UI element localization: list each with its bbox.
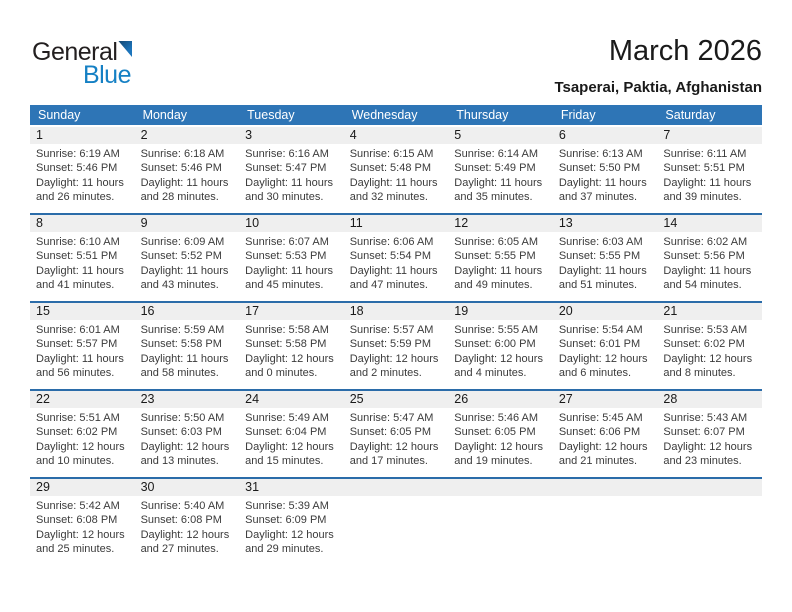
day-number: 20 [553, 303, 658, 320]
day-details [30, 408, 135, 469]
sunrise-text: Sunrise: 6:02 AM [663, 236, 748, 248]
day-cell [657, 479, 762, 565]
day-details [553, 232, 658, 293]
weekday-header-row [30, 105, 762, 125]
day-cell [344, 303, 449, 389]
calendar-weeks [30, 125, 762, 565]
day-details [344, 408, 449, 469]
day-cell [553, 127, 658, 213]
daylight-text: Daylight: 11 hours and 43 minutes. [140, 264, 229, 292]
page-subtitle: Tsaperai, Paktia, Afghanistan [554, 78, 762, 96]
daylight-text: Daylight: 12 hours and 25 minutes. [36, 528, 125, 556]
sunrise-text: Sunrise: 5:55 AM [454, 324, 539, 336]
sunrise-text: Sunrise: 6:05 AM [454, 236, 539, 248]
day-details [135, 232, 240, 293]
day-number: 25 [344, 391, 449, 408]
sunset-text: Sunset: 5:47 PM [245, 162, 327, 175]
daylight-text: Daylight: 12 hours and 27 minutes. [140, 528, 230, 556]
day-cell [448, 127, 553, 213]
sunrise-text: Sunrise: 5:53 AM [663, 324, 748, 336]
day-cell [239, 127, 344, 213]
daylight-text: Daylight: 12 hours and 8 minutes. [663, 352, 753, 380]
general-blue-logo [32, 38, 132, 89]
day-number: 29 [30, 479, 135, 496]
day-number: 1 [30, 127, 135, 144]
sunset-text: Sunset: 6:02 PM [663, 338, 745, 351]
sunset-text: Sunset: 5:53 PM [245, 250, 327, 263]
sunrise-text: Sunrise: 6:19 AM [36, 148, 120, 160]
daylight-text: Daylight: 12 hours and 19 minutes. [454, 440, 543, 468]
day-details [448, 144, 553, 205]
day-cell [344, 127, 449, 213]
sunrise-text: Sunrise: 6:07 AM [245, 236, 329, 248]
sunset-text: Sunset: 6:03 PM [140, 426, 222, 439]
day-number: 5 [448, 127, 553, 144]
day-number: 10 [239, 215, 344, 232]
sunset-text: Sunset: 5:51 PM [36, 250, 118, 263]
day-number: 2 [135, 127, 240, 144]
sunrise-text: Sunrise: 5:58 AM [245, 324, 329, 336]
day-details [344, 232, 449, 293]
calendar-table [30, 105, 762, 565]
day-number: 14 [657, 215, 762, 232]
sunrise-text: Sunrise: 5:50 AM [140, 412, 225, 424]
logo-triangle-icon [118, 41, 132, 57]
day-number: 18 [344, 303, 449, 320]
day-details [448, 232, 553, 293]
day-details [657, 232, 762, 293]
day-cell [344, 215, 449, 301]
day-cell [30, 391, 135, 477]
day-number: 4 [344, 127, 449, 144]
sunset-text: Sunset: 5:46 PM [36, 162, 118, 175]
daylight-text: Daylight: 12 hours and 13 minutes. [140, 440, 230, 468]
daylight-text: Daylight: 11 hours and 45 minutes. [245, 264, 333, 292]
day-cell [239, 479, 344, 565]
sunset-text: Sunset: 5:56 PM [663, 250, 745, 263]
sunset-text: Sunset: 6:07 PM [663, 426, 745, 439]
sunrise-text: Sunrise: 5:39 AM [245, 500, 329, 512]
day-details [30, 496, 135, 557]
sunset-text: Sunset: 5:46 PM [140, 162, 222, 175]
sunset-text: Sunset: 5:58 PM [140, 338, 222, 351]
day-cell [553, 479, 658, 565]
daylight-text: Daylight: 12 hours and 29 minutes. [245, 528, 334, 556]
day-cell [553, 215, 658, 301]
logo-text-blue: Blue [82, 61, 131, 89]
day-details [344, 320, 449, 381]
day-number: 12 [448, 215, 553, 232]
day-details [239, 320, 344, 381]
sunrise-text: Sunrise: 5:40 AM [140, 500, 225, 512]
day-cell [657, 303, 762, 389]
sunrise-text: Sunrise: 5:47 AM [349, 412, 434, 424]
sunrise-text: Sunrise: 6:01 AM [36, 324, 120, 336]
day-details [657, 408, 762, 469]
day-cell [135, 215, 240, 301]
day-details [657, 496, 762, 499]
sunrise-text: Sunrise: 6:18 AM [140, 148, 225, 160]
sunrise-text: Sunrise: 5:49 AM [245, 412, 329, 424]
sunset-text: Sunset: 5:57 PM [36, 338, 118, 351]
day-details [239, 496, 344, 557]
week-row [30, 213, 762, 301]
weekday-header-friday: Friday [560, 108, 596, 122]
day-number: 7 [657, 127, 762, 144]
daylight-text: Daylight: 11 hours and 41 minutes. [36, 264, 124, 292]
sunset-text: Sunset: 5:55 PM [558, 250, 641, 263]
sunrise-text: Sunrise: 5:59 AM [140, 324, 225, 336]
daylight-text: Daylight: 12 hours and 4 minutes. [454, 352, 543, 380]
day-cell [30, 303, 135, 389]
sunset-text: Sunset: 5:58 PM [245, 338, 327, 351]
day-cell [553, 303, 658, 389]
sunset-text: Sunset: 5:55 PM [454, 250, 536, 263]
daylight-text: Daylight: 11 hours and 26 minutes. [36, 176, 124, 204]
day-details [135, 408, 240, 469]
day-cell [448, 479, 553, 565]
sunrise-text: Sunrise: 5:42 AM [36, 500, 120, 512]
sunrise-text: Sunrise: 6:11 AM [663, 148, 747, 160]
day-number: 11 [344, 215, 449, 232]
day-details [30, 320, 135, 381]
sunrise-text: Sunrise: 5:45 AM [558, 412, 643, 424]
sunset-text: Sunset: 6:08 PM [140, 514, 222, 527]
day-number: 16 [135, 303, 240, 320]
sunrise-text: Sunrise: 5:51 AM [36, 412, 120, 424]
day-number: 3 [239, 127, 344, 144]
daylight-text: Daylight: 11 hours and 37 minutes. [558, 176, 647, 204]
day-cell [30, 215, 135, 301]
sunrise-text: Sunrise: 6:09 AM [140, 236, 225, 248]
day-cell [344, 391, 449, 477]
day-details [30, 232, 135, 293]
day-number [448, 479, 553, 496]
daylight-text: Daylight: 11 hours and 32 minutes. [349, 176, 438, 204]
daylight-text: Daylight: 11 hours and 58 minutes. [140, 352, 229, 380]
sunrise-text: Sunrise: 6:16 AM [245, 148, 329, 160]
daylight-text: Daylight: 11 hours and 47 minutes. [349, 264, 438, 292]
sunset-text: Sunset: 6:05 PM [454, 426, 536, 439]
day-details [30, 144, 135, 205]
sunset-text: Sunset: 5:49 PM [454, 162, 536, 175]
sunrise-text: Sunrise: 6:14 AM [454, 148, 539, 160]
day-number [657, 479, 762, 496]
day-details [239, 232, 344, 293]
day-details [448, 408, 553, 469]
day-cell [30, 479, 135, 565]
day-number: 24 [239, 391, 344, 408]
sunrise-text: Sunrise: 5:43 AM [663, 412, 748, 424]
logo-text-general: General [32, 38, 118, 66]
day-cell [30, 127, 135, 213]
day-number: 9 [135, 215, 240, 232]
day-cell [239, 391, 344, 477]
daylight-text: Daylight: 12 hours and 23 minutes. [663, 440, 753, 468]
day-cell [239, 303, 344, 389]
daylight-text: Daylight: 12 hours and 21 minutes. [558, 440, 648, 468]
day-number: 30 [135, 479, 240, 496]
sunset-text: Sunset: 6:02 PM [36, 426, 118, 439]
week-row [30, 389, 762, 477]
day-cell [135, 303, 240, 389]
day-cell [657, 391, 762, 477]
daylight-text: Daylight: 11 hours and 49 minutes. [454, 264, 543, 292]
day-details [344, 144, 449, 205]
sunset-text: Sunset: 6:06 PM [558, 426, 641, 439]
daylight-text: Daylight: 11 hours and 56 minutes. [36, 352, 124, 380]
sunset-text: Sunset: 5:50 PM [558, 162, 641, 175]
weekday-header-wednesday: Wednesday [351, 108, 418, 122]
day-details [239, 408, 344, 469]
sunrise-text: Sunrise: 6:03 AM [558, 236, 643, 248]
week-row [30, 301, 762, 389]
day-number: 19 [448, 303, 553, 320]
sunrise-text: Sunrise: 5:57 AM [349, 324, 434, 336]
daylight-text: Daylight: 11 hours and 30 minutes. [245, 176, 333, 204]
title-block [554, 36, 762, 96]
daylight-text: Daylight: 11 hours and 35 minutes. [454, 176, 543, 204]
day-details [135, 496, 240, 557]
day-details [553, 496, 658, 499]
day-number: 15 [30, 303, 135, 320]
sunset-text: Sunset: 5:52 PM [140, 250, 222, 263]
sunrise-text: Sunrise: 6:10 AM [36, 236, 120, 248]
sunset-text: Sunset: 6:00 PM [454, 338, 536, 351]
day-cell [135, 391, 240, 477]
day-number: 22 [30, 391, 135, 408]
day-cell [239, 215, 344, 301]
daylight-text: Daylight: 11 hours and 54 minutes. [663, 264, 752, 292]
day-details [657, 144, 762, 205]
day-number: 31 [239, 479, 344, 496]
day-number: 21 [657, 303, 762, 320]
sunset-text: Sunset: 6:09 PM [245, 514, 327, 527]
day-cell [657, 127, 762, 213]
day-details [448, 496, 553, 499]
day-details [239, 144, 344, 205]
daylight-text: Daylight: 11 hours and 39 minutes. [663, 176, 752, 204]
sunset-text: Sunset: 5:59 PM [349, 338, 432, 351]
daylight-text: Daylight: 12 hours and 0 minutes. [245, 352, 334, 380]
day-number: 28 [657, 391, 762, 408]
sunset-text: Sunset: 6:08 PM [36, 514, 118, 527]
daylight-text: Daylight: 12 hours and 2 minutes. [349, 352, 439, 380]
weekday-header-monday: Monday [142, 108, 188, 122]
day-details [553, 320, 658, 381]
daylight-text: Daylight: 12 hours and 10 minutes. [36, 440, 125, 468]
sunrise-text: Sunrise: 6:15 AM [349, 148, 434, 160]
day-details [135, 144, 240, 205]
daylight-text: Daylight: 12 hours and 17 minutes. [349, 440, 439, 468]
daylight-text: Daylight: 11 hours and 51 minutes. [558, 264, 647, 292]
day-details [135, 320, 240, 381]
week-row [30, 125, 762, 213]
day-number: 8 [30, 215, 135, 232]
sunrise-text: Sunrise: 5:54 AM [558, 324, 643, 336]
day-cell [344, 479, 449, 565]
day-details [657, 320, 762, 381]
day-cell [553, 391, 658, 477]
sunset-text: Sunset: 5:51 PM [663, 162, 745, 175]
sunset-text: Sunset: 6:04 PM [245, 426, 327, 439]
weekday-header-thursday: Thursday [456, 108, 509, 122]
sunset-text: Sunset: 6:05 PM [349, 426, 432, 439]
day-number: 27 [553, 391, 658, 408]
daylight-text: Daylight: 12 hours and 15 minutes. [245, 440, 334, 468]
day-number: 13 [553, 215, 658, 232]
day-details [448, 320, 553, 381]
weekday-header-sunday: Sunday [38, 108, 81, 122]
week-row [30, 477, 762, 565]
sunset-text: Sunset: 5:48 PM [349, 162, 432, 175]
page-title: March 2026 [608, 35, 762, 67]
day-number: 23 [135, 391, 240, 408]
day-number [344, 479, 449, 496]
day-number: 17 [239, 303, 344, 320]
daylight-text: Daylight: 12 hours and 6 minutes. [558, 352, 648, 380]
weekday-header-saturday: Saturday [665, 108, 716, 122]
sunset-text: Sunset: 5:54 PM [349, 250, 432, 263]
sunset-text: Sunset: 6:01 PM [558, 338, 641, 351]
day-cell [135, 127, 240, 213]
day-cell [448, 303, 553, 389]
day-number [553, 479, 658, 496]
sunrise-text: Sunrise: 5:46 AM [454, 412, 539, 424]
day-details [344, 496, 449, 499]
day-number: 26 [448, 391, 553, 408]
day-cell [657, 215, 762, 301]
day-number: 6 [553, 127, 658, 144]
sunrise-text: Sunrise: 6:06 AM [349, 236, 434, 248]
day-cell [448, 391, 553, 477]
sunrise-text: Sunrise: 6:13 AM [558, 148, 643, 160]
weekday-header-tuesday: Tuesday [247, 108, 295, 122]
day-details [553, 408, 658, 469]
daylight-text: Daylight: 11 hours and 28 minutes. [140, 176, 229, 204]
day-cell [135, 479, 240, 565]
day-details [553, 144, 658, 205]
day-cell [448, 215, 553, 301]
